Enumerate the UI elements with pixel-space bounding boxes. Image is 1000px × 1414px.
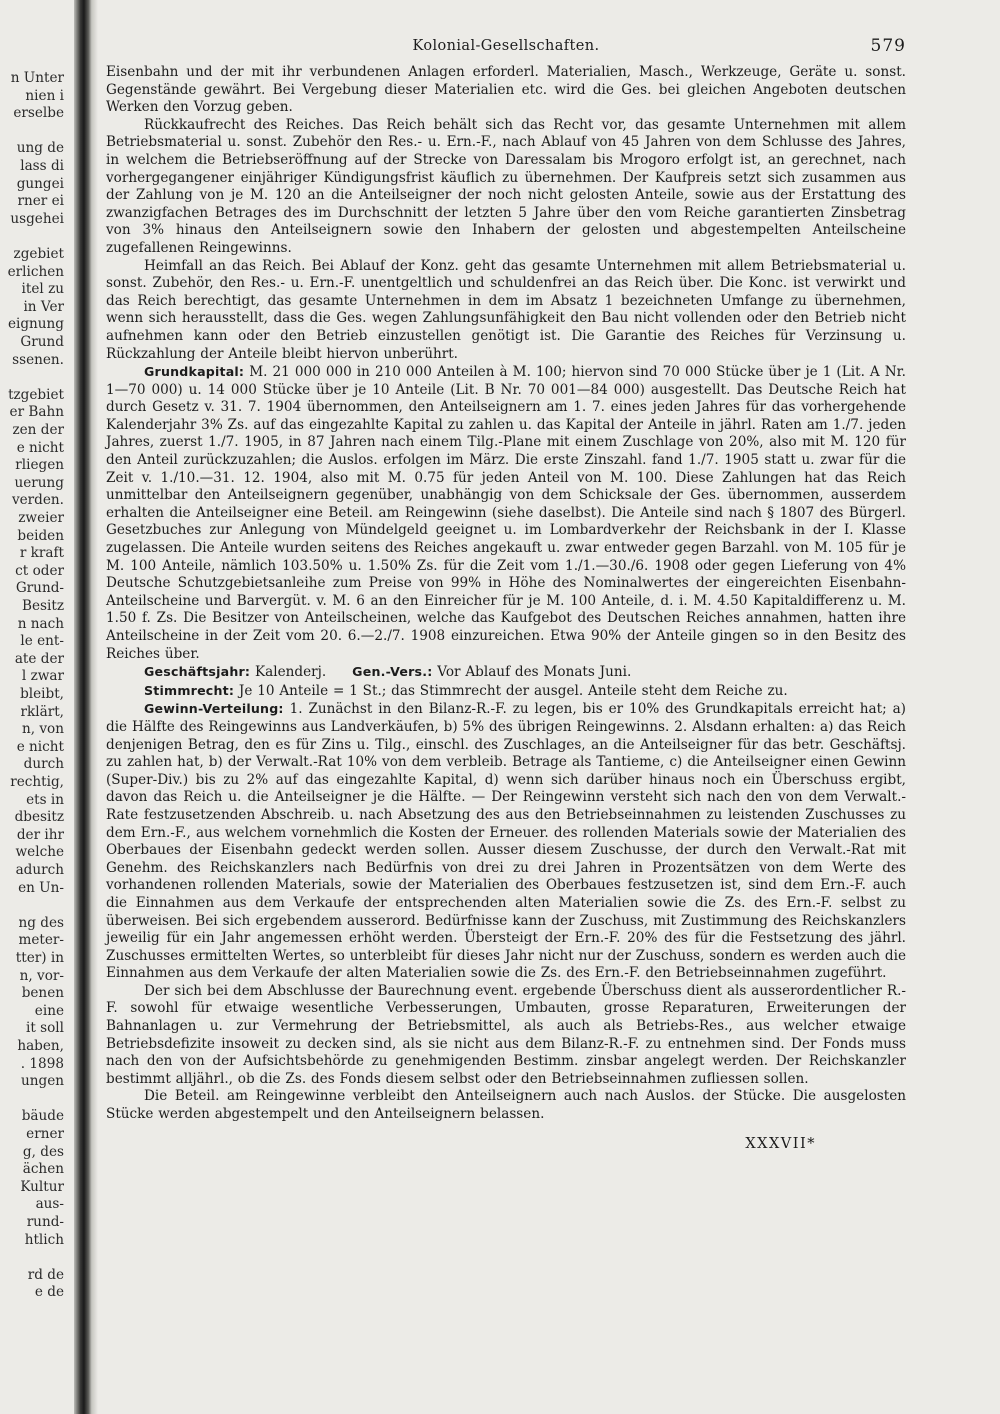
left-fragment-line: beiden [17,527,64,544]
left-fragment-line: r kraft [19,545,64,562]
left-fragment-line: welche [15,844,64,861]
paragraph-geschaeftsjahr [106,663,906,682]
running-title: Kolonial-Gesellschaften. [412,38,600,54]
left-fragment-line: n, von [21,721,64,738]
left-fragment-line: htlich [24,1231,64,1248]
left-fragment-line: rklärt, [20,703,64,720]
left-fragment-line: lass di [20,158,64,174]
left-fragment-line: ächen [22,1161,64,1178]
left-fragment-line: meter- [18,932,64,949]
left-fragment-line: ets in [26,791,64,808]
label-grundkapital: Grundkapital: [144,364,245,380]
label-stimmrecht: Stimmrecht: [144,682,235,698]
left-fragment-line: ng des [18,914,64,931]
paragraph-heimfall: Heimfall an das Reich. Bei Ablauf der Konz. geht das gesamte Unternehmen mit allem Betriebsmaterial u. sonst. Zubehör, den Res.- u. Ern.-F. unentgeltlich und schuldenfrei an das Reich über. Die Konc. ist verwirkt und das Reich berechtigt, das gesamte Unternehmen in dem im Absatz 1 bezeichneten Umfange zu übernehmen, wenn sich herausstellt, dass die Ges. wegen Zahlungsunfähigkeit den Bau nicht vollenden oder den Betrieb nicht aufnehmen kann oder den Betrieb einzustellen genötigt ist. Die Garantie des Reiches für Verzinsung u. Rückzahlung der Anteile bleibt hiervon unberührt. [106,257,906,362]
paragraph-materials: Eisenbahn und der mit ihr verbundenen Anlagen erforderl. Materialien, Masch., Werkzeuge, Geräte u. sonst. Gegenstände gewährt. Bei Vergebung dieser Materialien etc. wird die Ges. bei gleichen Angeboten deutschen Werken den Vorzug geben. [106,64,906,116]
text-gen-vers: Vor Ablauf des Monats Juni. [437,664,632,681]
paragraph-grundkapital [106,363,906,663]
left-fragment-line: usgehei [10,210,64,227]
binding-shadow [92,0,98,1414]
paragraph-stimmrecht [106,682,906,701]
left-fragment-line: g, des [22,1143,64,1160]
left-fragment-line: tter) in [15,950,64,966]
left-fragment-line: dbesitz [14,809,64,826]
left-fragment-line: rner ei [17,193,64,210]
left-fragment-line: en Un- [18,879,64,896]
paragraph-beteiligung: Die Beteil. am Reingewinne verbleibt den Anteilseignern auch nach Auslos. der Stücke. Die ausgelosten Stücke werden abgestempelt und den Anteilseignern belassen. [106,1088,906,1123]
left-fragment-line: zweier [18,510,64,526]
paragraph-rueckkaufrecht: Rückkaufrecht des Reiches. Das Reich behält sich das Recht vor, das gesamte Unternehmen mit allem Betriebsmaterial u. sonst. Zubehör den Res.- u. Ern.-F., nach Ablauf von 45 Jahren von dem Schlusse des Jahres, in welchem die Betriebseröffnung auf der Strecke von Daressalam bis Mrogoro erfolgt ist, an gerechnet, nach vorhergegangener einjähriger Kündigungsfrist käuflich zu übernehmen. Der Kaufpreis setzt sich zusammen aus der Zahlung von je M. 120 an die Anteilseigner der noch nicht gelosten Anteile, sowie aus der Erstattung des zwanzigfachen Betrages des im Durchschnitt der letzten 5 Jahre über den vom Reiche garantierten Zinsbetrag von 3% hinaus den Anteilseignern sowie den Inhabern der gelosten und abgestempelten Anteilscheine zugefallenen Reingewinns. [106,116,906,256]
left-fragment-line: erner [26,1126,64,1142]
label-gen-vers: Gen.-Vers.: [352,664,433,680]
left-fragment-line: nien i [25,87,64,104]
left-fragment-line: uerung [14,474,64,491]
label-geschaeftsjahr: Geschäftsjahr: [144,664,251,680]
binding-gutter [74,0,92,1414]
left-fragment-line: tzgebiet [8,386,64,403]
left-fragment-line: der ihr [16,826,64,843]
left-fragment-line: erlichen [7,263,64,280]
label-gewinn-verteilung: Gewinn-Verteilung: [144,701,284,717]
left-fragment-line: ate der [14,650,64,667]
left-fragment-line: l zwar [21,668,64,685]
left-fragment-line: adurch [15,862,64,878]
left-fragment-line: aus- [35,1196,64,1213]
left-fragment-line: le ent- [20,633,64,650]
paragraph-ueberschuss: Der sich bei dem Abschlusse der Baurechnung event. ergebende Überschuss dient als ausserordentlicher R.-F. sowohl für etwaige wesentliche Verbesserungen, Umbauten, grosse Reparaturen, Erweiterungen der Bahnanlagen u. zur Vermehrung der Betriebsmittel, als auch als Betriebs-Res., aus welcher etwaige Betriebsdefizite insoweit zu decken sind, als sie nicht aus dem Bilanz-R.-F. zu entnehmen sind. Der Fonds muss nach den von der Aufsichtsbehörde zu genehmigenden Bestimm. zinsbar angelegt werden. Der Reichskanzler bestimmt alljährl., ob die Zs. des Fonds diesem selbst oder den Betriebseinnahmen zufliessen sollen. [106,982,906,1087]
left-fragment-line: ungen [20,1073,64,1090]
page-number: 579 [870,36,906,56]
left-fragment-line: benen [21,985,64,1002]
signature-mark: XXXVII* [745,1135,816,1152]
left-fragment-line: ct oder [15,562,64,579]
left-fragment-line: itel zu [21,281,64,298]
left-fragment-line: erselbe [13,105,64,122]
body-text [106,64,906,1124]
left-fragment-line: rund- [26,1214,64,1230]
left-fragment-line: eine [34,1002,64,1019]
right-page [106,34,906,1152]
left-fragment-line: in Ver [23,298,64,315]
left-fragment-line: verden. [11,492,64,509]
left-fragment-line: n, vor- [19,967,64,984]
left-fragment-line: n nach [17,615,64,632]
left-fragment-line: e nicht [16,439,64,456]
left-fragment-line: Besitz [22,598,64,614]
left-fragment-line: e de [34,1284,64,1301]
left-fragment-line: zgebiet [13,246,64,262]
left-fragment-line: ung de [16,140,64,157]
left-fragment-line: durch [23,756,64,773]
left-fragment-line: eignung [7,316,64,333]
text-geschaeftsjahr: Kalenderj. [254,664,327,681]
text-grundkapital: M. 21 000 000 in 210 000 Anteilen à M. 100; hiervon sind 70 000 Stücke über je 1 (Lit. A Nr. 1—70 000) u. 14 000 Stücke über je 10 Anteile (Lit. B Nr. 70 001—84 000) ausgestellt. Das Deutsche Reich hat durch Gesetz v. 31. 7. 1904 übernommen, den Anteilseignern am 1. 7. eines jeden Jahres für das vorhergehende Kalenderjahr 3% Zs. auf das eingezahlte Kapital zu zahlen u. das Kapital der Anteile in jährl. Raten am 1./7. jeden Jahres, zuerst 1./7. 1905, in 87 Jahren nach einem Tilg.-Plane mit einem Zuschlage von 20%, also mit M. 120 für den Anteil zurückzuzahlen; die Auslos. erfolgen im März. Die erste Zinszahl. fand 1./7. 1905 statt u. zwar für die Zeit v. 1./10.—31. 12. 1904, also mit M. 0.75 für jeden Anteil von M. 100. Diese Zahlungen hat das Reich unmittelbar den Anteilseignern gegenüber, unabhängig von dem Schicksale der Ges. übernommen, ausserdem erhalten die Anteilseigner eine Beteil. am Reingewinn (siehe daselbst). Die Anteile sind nach § 1807 des Bürgerl. Gesetzbuches zur Anlegung von Mündelgeld geeignet u. im Lombardverkehr der Reichsbank in der I. Klasse zugelassen. Die Anteile wurden seitens des Reiches angekauft u. zwar entweder gegen Barzahl. von M. 105 für je M. 100 Anteile, nämlich 103.50% u. 1.50% Zs. für die Zeit vom 1./1.—30./6. 1908 oder gegen Lieferung von 4% Deutsche Schutzgebietsanleihe zum Preise von 99% in Höhe des Nominalwertes der eingereichten Eisenbahn-Anteilscheine und Barvergüt. v. M. 6 an den Einreicher für je M. 100 Anteile, d. i. M. 4.50 Kapitaldifferenz u. M. 1.50 f. Zs. Die Besitzer von Anteilscheinen, welche das Kaufgebot des Deutschen Reiches annahmen, hatten ihre Anteilscheine in der Zeit vom 20. 6.—2./7. 1908 einzureichen. Etwa 90% der Anteile gingen so in den Besitz des Reiches über. [106,364,907,662]
text-stimmrecht: Je 10 Anteile = 1 St.; das Stimmrecht der ausgel. Anteile steht dem Reiche zu. [238,682,788,699]
running-head [106,34,906,58]
left-fragment-line: e nicht [16,738,64,755]
left-fragment-line: it soll [26,1020,64,1037]
left-fragment-line: Kultur [20,1178,64,1195]
left-fragment-line: ssenen. [12,351,64,368]
left-fragment-line: zen der [12,422,64,438]
left-fragment-line: Grund [20,334,64,350]
paragraph-gewinn-verteilung [106,700,906,983]
left-fragment-line: bäude [21,1108,64,1125]
left-fragment-line: gungei [16,175,64,192]
left-fragment-line: rliegen [15,457,64,474]
left-fragment-line: Grund- [15,580,64,597]
left-fragment-line: n Unter [10,70,64,86]
left-page-fragment [0,62,72,1362]
left-fragment-line: haben, [17,1038,64,1054]
left-fragment-line: rechtig, [10,774,64,790]
text-gewinn-verteilung: 1. Zunächst in den Bilanz-R.-F. zu legen, bis er 10% des Grundkapitals erreicht hat; a) die Hälfte des Reingewinns aus Landverkäufen, b) 5% des übrigen Reingewinns. 2. Alsdann erhalten: a) das Reich denjenigen Betrag, den es für Zins u. Tilg., einschl. des Zuschlages, an die Anteilseigner für das betr. Geschäftsj. zu zahlen hat, b) der Verwalt.-Rat 10% von dem verbleib. Betrage als Tantieme, c) die Anteilseigner einen Gewinn (Super-Div.) bis zu 2% auf das eingezahlte Kapital, d) wenn sich darüber hinaus noch ein Überschuss ergibt, davon das Reich u. die Anteilseigner je die Hälfte. — Der Reingewinn versteht sich nach den von dem Verwalt.-Rate festzusetzenden Abschreib. u. nach Absetzung des aus den Betriebseinnahmen zu leistenden Zuschusses zu dem Ern.-F., aus welchem vornehmlich die Kosten der Erneuer. des rollenden Materials sowie der Materialien des Oberbaues der Eisenbahn gedeckt werden sollen. Ausser diesem Zuschusse, der durch den Verwalt.-Rat mit Genehm. des Reichskanzlers nach Bedürfnis von drei zu drei Jahren in Prozentsätzen von dem Werte des vorhandenen rollenden Materials, sowie der Materialien des Oberbaues festzusetzen ist, sind dem Ern.-F. auch die Einnahmen aus dem Verkaufe der entsprechenden alten Materialien sowie die Zs. des Ern.-F. selbst zu überweisen. Bei sich ergebendem ausserord. Bedürfnisse kann der Zuschuss, mit Zustimmung des Reichskanzlers jeweilig für ein Jahr angemessen erhöht werden. Übersteigt der Ern.-F. 20% des für die Festsetzung des jährl. Zuschusses ermittelten Wertes, so unterbleibt für dieses Jahr nicht nur der Zuschuss, sondern es werden auch die Einnahmen aus dem Verkaufe der alten Materialien sowie die Zs. des Ern.-F. den Betriebseinnahmen zugeführt. [106,701,906,982]
left-fragment-line: . 1898 [20,1055,64,1072]
left-fragment-line: rd de [27,1266,64,1283]
left-fragment-line: bleibt, [20,686,64,702]
left-fragment-line: er Bahn [9,404,64,421]
